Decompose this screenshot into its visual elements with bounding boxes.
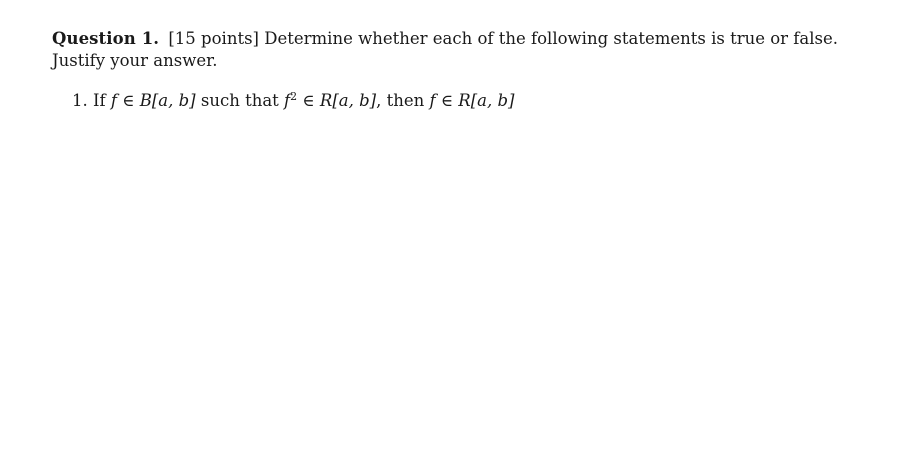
question-heading: Question 1. (52, 29, 160, 48)
math-element-of: ∈ (302, 91, 315, 110)
math-set-r: R (458, 91, 471, 110)
math-interval: [a, b] (151, 91, 196, 110)
list-item-1 (72, 90, 515, 112)
math-f: f (110, 91, 117, 110)
item-number: 1. (72, 91, 88, 110)
question-prompt-line1: Determine whether each of the following statements is true or false. (264, 29, 839, 48)
question-first-line (52, 28, 842, 50)
math-element-of: ∈ (440, 91, 454, 110)
math-f-squared-base: f (284, 91, 291, 110)
item-such-that: such that (200, 91, 279, 110)
math-element-of: ∈ (122, 91, 135, 110)
item-then: , then (376, 91, 425, 110)
math-interval: [a, b] (332, 91, 377, 110)
question-points: [15 points] (168, 29, 259, 48)
math-interval: [a, b] (470, 91, 515, 110)
question-block (52, 28, 842, 72)
question-prompt-line2: Justify your answer. (52, 51, 218, 70)
math-exponent: 2 (290, 90, 298, 103)
math-f: f (429, 91, 436, 110)
math-set-r: R (319, 91, 333, 110)
math-set-b: B (139, 91, 152, 110)
item-if-word: If (93, 91, 106, 110)
